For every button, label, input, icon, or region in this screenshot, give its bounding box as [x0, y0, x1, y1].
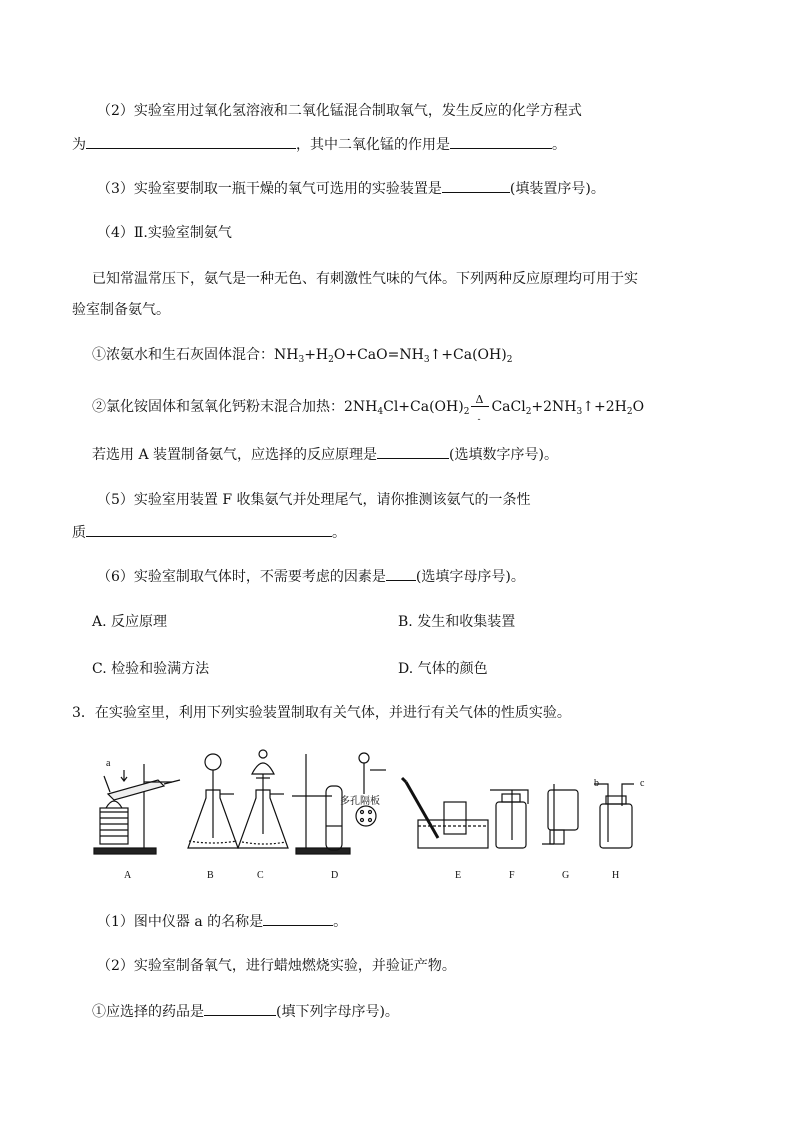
q2-line2: [72, 134, 566, 155]
reaction-1: [92, 345, 512, 365]
label-g: G: [562, 870, 570, 881]
q4-heading: （4）Ⅱ.实验室制氨气: [97, 225, 232, 241]
p3-q2a-prefix: ①应选择的药品是: [92, 1004, 204, 1020]
porous-plate-label: 多孔隔板: [340, 796, 380, 807]
p3-q2a-suffix: (填下列字母序号)。: [276, 1004, 399, 1020]
tube-b-label: b: [594, 778, 599, 789]
q6-line: [97, 566, 525, 587]
q2-line1: （2）实验室用过氧化氢溶液和二氧化锰混合制取氧气，发生反应的化学方程式: [97, 103, 582, 119]
label-h: H: [612, 870, 620, 881]
p3-q2a-blank[interactable]: [204, 1001, 276, 1016]
apparatus-drawing: [88, 746, 668, 886]
q5-line2: [72, 522, 346, 543]
label-a: A: [124, 870, 132, 881]
apparatus-a: [94, 764, 180, 854]
apparatus-g: [542, 784, 578, 844]
q2-line2-prefix: 为: [72, 137, 86, 153]
q5-end: 。: [332, 525, 346, 541]
apparatus-h: [594, 784, 634, 848]
p3-q1-blank[interactable]: [263, 911, 333, 926]
reaction-2-equation: $2NH_4Cl+Ca(OH)_2$ Δ - $CaCl_2+2NH_3↑+2H_2O$: [344, 393, 645, 425]
reaction-1-equation: $NH_3+H_2O+CaO=NH_3↑+Ca(OH)_2$: [274, 347, 513, 365]
tube-c-label: c: [640, 778, 645, 789]
choose-blank[interactable]: [377, 444, 449, 459]
apparatus-b: [188, 754, 238, 848]
label-c: C: [257, 870, 264, 881]
q6-suffix: (选填字母序号)。: [415, 569, 525, 585]
q5-prefix: 质: [72, 525, 86, 541]
instrument-a-label: a: [106, 758, 111, 769]
intro-line1: 已知常温常压下，氨气是一种无色、有刺激性气味的气体。下列两种反应原理均可用于实: [92, 271, 638, 287]
option-d[interactable]: D. 气体的颜色: [398, 661, 488, 677]
equation-blank[interactable]: [86, 134, 296, 149]
intro-line2: 验室制备氨气。: [72, 302, 170, 318]
apparatus-figure: [88, 746, 668, 886]
q2-line2-middle: ，其中二氧化锰的作用是: [296, 137, 450, 153]
label-f: F: [509, 870, 515, 881]
apparatus-c: [238, 750, 288, 848]
reaction-2-desc: ②氯化铵固体和氢氧化钙粉末混合加热：: [92, 399, 344, 415]
q5-line1: （5）实验室用装置 F 收集氨气并处理尾气，请你推测该氨气的一条性: [97, 492, 531, 508]
p3-q2a-line: [92, 1001, 399, 1022]
label-d: D: [331, 870, 339, 881]
label-e: E: [455, 870, 462, 881]
q3-prefix: （3）实验室要制取一瓶干燥的氧气可选用的实验装置是: [97, 181, 442, 197]
q6-prefix: （6）实验室制取气体时，不需要考虑的因素是: [97, 569, 386, 585]
choose-line: [92, 444, 558, 465]
reaction-2: [92, 393, 645, 425]
label-b: B: [207, 870, 214, 881]
option-b[interactable]: B. 发生和收集装置: [398, 614, 516, 630]
q2-line2-end: 。: [552, 137, 566, 153]
option-a[interactable]: A. 反应原理: [92, 614, 168, 630]
p3-q1-prefix: （1）图中仪器 a 的名称是: [97, 914, 264, 930]
q3-line: [97, 178, 605, 199]
choose-prefix: 若选用 A 装置制备氨气，应选择的反应原理是: [92, 447, 378, 463]
q6-blank[interactable]: [386, 566, 416, 581]
apparatus-f: [490, 790, 528, 848]
choose-suffix: (选填数字序号)。: [449, 447, 558, 463]
option-c[interactable]: C. 检验和验满方法: [92, 661, 210, 677]
mno2-role-blank[interactable]: [450, 134, 552, 149]
q3-suffix: (填装置序号)。: [509, 181, 605, 197]
p3-q1-end: 。: [333, 914, 348, 930]
problem-3-title: 3．在实验室里，利用下列实验装置制取有关气体，并进行有关气体的性质实验。: [72, 705, 571, 721]
q3-blank[interactable]: [442, 178, 510, 193]
reaction-1-desc: ①浓氨水和生石灰固体混合：: [92, 347, 274, 363]
apparatus-e: [402, 778, 488, 848]
p3-q1-line: [97, 911, 347, 932]
heating-condition: Δ -: [469, 398, 491, 416]
q5-blank[interactable]: [86, 522, 332, 537]
p3-q2-line: （2）实验室制备氧气，进行蜡烛燃烧实验，并验证产物。: [97, 958, 456, 974]
